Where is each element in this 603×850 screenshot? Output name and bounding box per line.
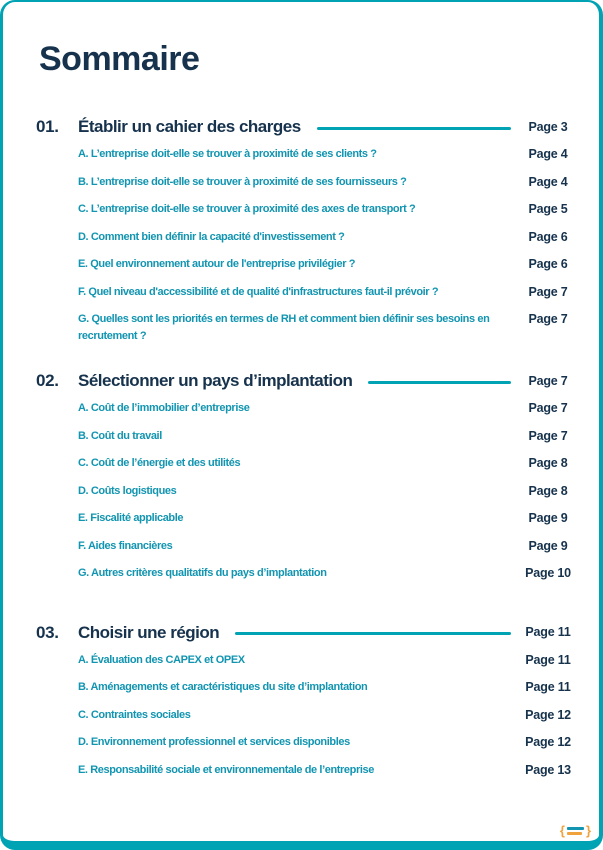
toc-item-link[interactable] [78,538,575,555]
toc-item-label[interactable]: B. Aménagements et caractéristiques du site d’implantation [78,681,368,693]
toc-item-page[interactable]: Page 7 [528,312,568,326]
toc-item-label[interactable]: E. Quel environnement autour de l'entreprise privilégier ? [78,258,356,270]
toc-item-page[interactable]: Page 5 [528,202,568,216]
toc-item-link[interactable] [78,311,575,344]
page-title: Sommaire [39,40,200,78]
toc-item-link[interactable] [78,256,575,273]
toc-item-link[interactable] [78,201,575,218]
toc-section [36,116,575,344]
section-title[interactable]: Sélectionner un pays d’implantation [78,371,353,390]
section-page[interactable]: Page 11 [525,625,571,640]
toc-item-link[interactable] [78,652,575,669]
section-title[interactable]: Choisir une région [78,622,220,642]
toc-item-page[interactable]: Page 9 [528,511,568,525]
toc-section [36,370,575,582]
section-page[interactable]: Page 7 [528,373,568,388]
toc-item-page[interactable]: Page 11 [525,680,571,694]
logo-line-orange [567,832,582,835]
toc-item-label[interactable]: E. Responsabilité sociale et environnementale de l’entreprise [78,763,374,776]
toc-item-label[interactable]: D. Comment bien définir la capacité d'investissement ? [78,230,345,243]
toc-item-label[interactable]: A. Coût de l’immobilier d’entreprise [78,402,250,414]
section-heading-link[interactable] [36,622,575,644]
toc-item-page[interactable]: Page 7 [528,284,568,299]
brand-logo [560,823,591,839]
toc-item-page[interactable]: Page 4 [528,174,568,189]
section-rule-line [235,632,511,635]
toc-item-page[interactable]: Page 7 [528,401,568,415]
toc-item-label[interactable]: C. Contraintes sociales [78,708,191,721]
section-title[interactable]: Établir un cahier des charges [78,117,301,136]
toc-item-link[interactable] [78,734,575,751]
toc-item-page[interactable]: Page 11 [525,652,571,667]
toc-item-page[interactable]: Page 12 [525,707,571,722]
toc-item-link[interactable] [78,455,575,472]
section-heading-link[interactable] [36,370,575,392]
toc-item-link[interactable] [78,510,575,527]
toc-item-label[interactable]: D. Environnement professionnel et services disponibles [78,736,350,748]
toc-item-label[interactable]: C. Coût de l’énergie et des utilités [78,457,241,469]
logo-right-brace-icon: } [585,823,591,838]
toc-item-page[interactable]: Page 10 [525,566,571,580]
section-items [36,652,575,779]
toc-item-link[interactable] [78,174,575,191]
toc-item-page[interactable]: Page 9 [528,538,568,553]
toc-item-link[interactable] [78,762,575,779]
toc-item-label[interactable]: C. L’entreprise doit-elle se trouver à proximité des axes de transport ? [78,203,416,215]
toc-item-page[interactable]: Page 8 [528,483,568,498]
toc-item-link[interactable] [78,679,575,696]
toc-item-link[interactable] [78,284,575,301]
toc-item-page[interactable]: Page 7 [528,428,568,443]
toc-item-label[interactable]: A. Évaluation des CAPEX et OPEX [78,653,245,666]
section-heading-link[interactable] [36,116,575,138]
toc-content [3,2,599,778]
toc-item-label[interactable]: D. Coûts logistiques [78,484,177,497]
logo-text-lines [567,827,584,835]
toc-item-page[interactable]: Page 4 [528,147,568,161]
logo-line-teal [567,827,584,830]
toc-section [36,622,575,779]
toc-item-link[interactable] [78,565,575,582]
toc-item-page[interactable]: Page 6 [528,229,568,244]
logo-left-brace-icon: { [559,823,565,838]
toc-item-link[interactable] [78,428,575,445]
section-number[interactable]: 03. [36,622,59,642]
toc-item-link[interactable] [78,483,575,500]
toc-item-link[interactable] [78,707,575,724]
toc-item-label[interactable]: F. Quel niveau d'accessibilité et de qualité d'infrastructures faut-il prévoir ? [78,285,439,298]
section-page[interactable]: Page 3 [528,119,568,134]
section-rule-line [368,381,511,384]
toc-item-page[interactable]: Page 13 [525,762,571,777]
toc-item-page[interactable]: Page 12 [525,735,571,749]
toc-item-label[interactable]: E. Fiscalité applicable [78,512,184,524]
section-number[interactable]: 01. [36,117,59,136]
toc-item-label[interactable]: G. Quelles sont les priorités en termes de RH et comment bien définir ses besoins en recrutement ? [78,313,490,342]
toc-item-link[interactable] [78,146,575,163]
toc-item-page[interactable]: Page 6 [528,257,568,271]
section-number[interactable]: 02. [36,371,59,390]
toc-item-label[interactable]: G. Autres critères qualitatifs du pays d’implantation [78,567,327,579]
toc-item-page[interactable]: Page 8 [528,456,568,470]
section-items [36,146,575,344]
toc-item-link[interactable] [78,229,575,246]
toc-item-label[interactable]: B. L’entreprise doit-elle se trouver à proximité de ses fournisseurs ? [78,175,407,188]
toc-item-label[interactable]: F. Aides financières [78,539,173,552]
section-rule-line [317,127,511,130]
toc-sections [36,116,575,778]
toc-item-label[interactable]: B. Coût du travail [78,429,162,442]
toc-item-label[interactable]: A. L’entreprise doit-elle se trouver à proximité de ses clients ? [78,148,377,160]
section-items [36,400,575,582]
toc-item-link[interactable] [78,400,575,417]
